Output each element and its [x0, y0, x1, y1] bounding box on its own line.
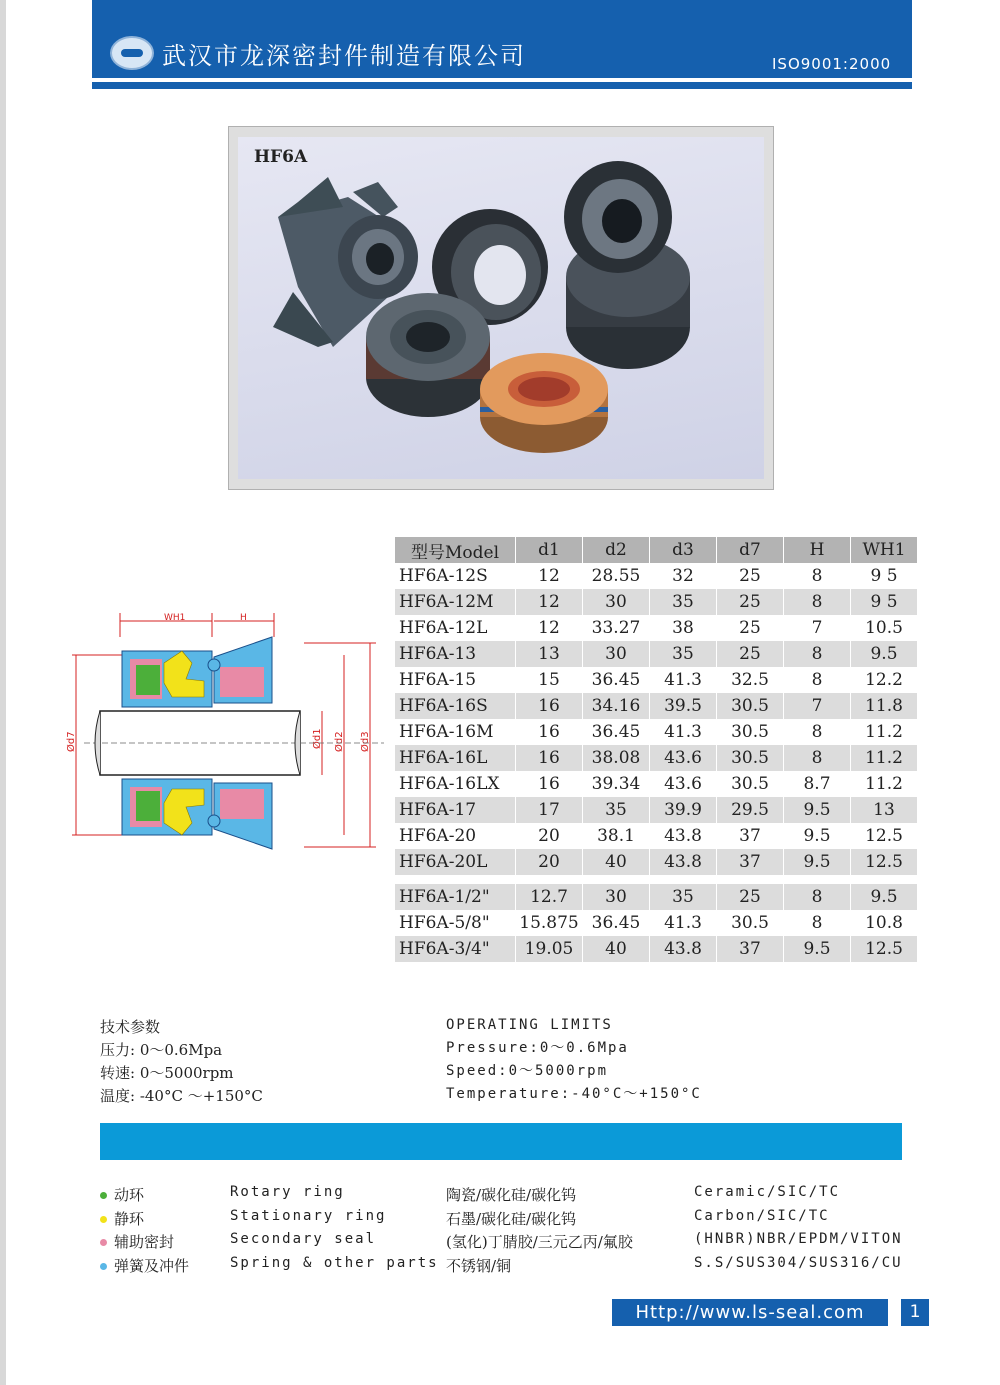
legend-material-en: Carbon/SIC/TC	[694, 1208, 830, 1224]
legend-material-cn: 石墨/碳化硅/碳化钨	[446, 1210, 577, 1228]
ops-title: OPERATING LIMITS	[446, 1017, 613, 1033]
cell-d7: 30.5	[717, 745, 784, 771]
cell-d3: 35	[650, 884, 717, 910]
cell-d3: 35	[650, 589, 717, 615]
cell-h: 8	[784, 745, 851, 771]
col-header-d1: d1	[516, 537, 583, 563]
cell-d3: 38	[650, 615, 717, 641]
legend-material-en: S.S/SUS304/SUS316/CU	[694, 1255, 903, 1271]
legend-cn: 弹簧及冲件	[114, 1257, 190, 1275]
legend-item	[100, 1208, 900, 1231]
cell-d7: 30.5	[717, 910, 784, 936]
cell-d2: 39.34	[583, 771, 650, 797]
cell-d1: 12.7	[516, 884, 583, 910]
cell-h: 8	[784, 667, 851, 693]
cell-h: 8	[784, 641, 851, 667]
cell-d2: 30	[583, 884, 650, 910]
legend-cn: 动环	[114, 1186, 145, 1204]
cell-wh1: 12.2	[851, 667, 918, 693]
legend-material-cn: (氢化)丁腈胶/三元乙丙/氟胶	[446, 1233, 633, 1251]
cell-h: 8	[784, 589, 851, 615]
cell-d1: 16	[516, 745, 583, 771]
legend-en: Stationary ring	[230, 1208, 387, 1224]
cell-d7: 29.5	[717, 797, 784, 823]
green-dot-icon	[100, 1192, 107, 1199]
cell-h: 9.5	[784, 849, 851, 875]
cell-d2: 40	[583, 936, 650, 962]
cell-d7: 25	[717, 884, 784, 910]
cell-model: HF6A-5/8"	[395, 910, 516, 936]
cell-wh1: 10.5	[851, 615, 918, 641]
cell-h: 8	[784, 563, 851, 589]
cell-d3: 43.6	[650, 745, 717, 771]
legend-cn: 静环	[114, 1210, 145, 1228]
cell-model: HF6A-20	[395, 823, 516, 849]
cell-d3: 35	[650, 641, 717, 667]
table-row	[395, 667, 918, 693]
legend-material-cn: 不锈钢/铜	[446, 1257, 512, 1275]
cell-d2: 34.16	[583, 693, 650, 719]
cell-model: HF6A-13	[395, 641, 516, 667]
table-row	[395, 823, 918, 849]
pressure-en: Pressure:0～0.6Mpa	[446, 1040, 629, 1056]
cell-d7: 25	[717, 563, 784, 589]
cell-h: 7	[784, 615, 851, 641]
table-row	[395, 563, 918, 589]
cell-model: HF6A-12M	[395, 589, 516, 615]
d2-dimension-label: Ød2	[334, 731, 345, 752]
cell-d7: 37	[717, 849, 784, 875]
page-edge	[0, 0, 6, 1385]
cell-d2: 36.45	[583, 719, 650, 745]
cell-d2: 36.45	[583, 667, 650, 693]
cell-model: HF6A-15	[395, 667, 516, 693]
cell-wh1: 9.5	[851, 884, 918, 910]
cell-d2: 35	[583, 797, 650, 823]
h-dimension-label: H	[240, 613, 247, 623]
table-header-row	[395, 537, 918, 563]
cell-d1: 12	[516, 615, 583, 641]
cell-wh1: 10.8	[851, 910, 918, 936]
cell-d7: 25	[717, 641, 784, 667]
legend-material-en: Ceramic/SIC/TC	[694, 1184, 841, 1200]
cell-model: HF6A-16LX	[395, 771, 516, 797]
cell-wh1: 11.2	[851, 719, 918, 745]
cell-d7: 37	[717, 823, 784, 849]
copper-seal-icon	[480, 353, 608, 453]
operating-limits-en	[446, 1014, 702, 1106]
cell-d7: 37	[717, 936, 784, 962]
cell-d2: 30	[583, 641, 650, 667]
tech-params-cn	[100, 1016, 263, 1108]
table-row	[395, 719, 918, 745]
temperature-cn: 温度: -40°C ～+150°C	[100, 1087, 263, 1105]
cell-model: HF6A-17	[395, 797, 516, 823]
cell-wh1: 12.5	[851, 849, 918, 875]
cell-wh1: 11.2	[851, 745, 918, 771]
cell-wh1: 11.8	[851, 693, 918, 719]
col-header-model: 型号Model	[395, 537, 516, 563]
cell-d1: 13	[516, 641, 583, 667]
cell-d3: 41.3	[650, 910, 717, 936]
cell-d1: 16	[516, 771, 583, 797]
cell-d1: 16	[516, 719, 583, 745]
d1-dimension-label: Ød1	[312, 728, 323, 749]
cell-model: HF6A-16M	[395, 719, 516, 745]
speed-cn: 转速: 0～5000rpm	[100, 1064, 234, 1082]
cell-wh1: 9 5	[851, 563, 918, 589]
cell-h: 8	[784, 910, 851, 936]
cell-d7: 30.5	[717, 719, 784, 745]
website-link[interactable]: Http://www.ls-seal.com	[612, 1299, 888, 1326]
cell-h: 9.5	[784, 823, 851, 849]
cell-d1: 12	[516, 563, 583, 589]
iso-certification: ISO9001:2000	[772, 55, 892, 73]
table-row	[395, 771, 918, 797]
cell-d2: 36.45	[583, 910, 650, 936]
legend-item	[100, 1231, 903, 1254]
cell-d2: 38.08	[583, 745, 650, 771]
company-logo-icon	[110, 36, 154, 70]
table-row	[395, 849, 918, 875]
table-row	[395, 910, 918, 936]
col-header-d7: d7	[717, 537, 784, 563]
legend-material-en: (HNBR)NBR/EPDM/VITON	[694, 1231, 903, 1247]
cell-wh1: 9.5	[851, 641, 918, 667]
d3-dimension-label: Ød3	[360, 731, 371, 752]
table-spacer	[395, 875, 918, 884]
cell-d2: 33.27	[583, 615, 650, 641]
header-rule	[92, 82, 912, 89]
cell-model: HF6A-16S	[395, 693, 516, 719]
cell-d1: 12	[516, 589, 583, 615]
speed-en: Speed:0～5000rpm	[446, 1063, 609, 1079]
cell-d3: 39.9	[650, 797, 717, 823]
cell-d3: 43.6	[650, 771, 717, 797]
col-header-h: H	[784, 537, 851, 563]
table-row	[395, 589, 918, 615]
cell-d3: 43.8	[650, 823, 717, 849]
cell-d3: 43.8	[650, 936, 717, 962]
front-seal-icon	[366, 293, 490, 417]
product-photo	[238, 137, 764, 479]
legend-en: Rotary ring	[230, 1184, 345, 1200]
lower-seal-section	[122, 779, 272, 849]
legend-cn: 辅助密封	[114, 1233, 175, 1251]
cell-h: 9.5	[784, 936, 851, 962]
table-row	[395, 641, 918, 667]
col-header-d3: d3	[650, 537, 717, 563]
cell-model: HF6A-3/4"	[395, 936, 516, 962]
table-row	[395, 936, 918, 962]
cell-d7: 30.5	[717, 771, 784, 797]
cell-d3: 43.8	[650, 849, 717, 875]
cell-d2: 38.1	[583, 823, 650, 849]
upper-seal-section	[122, 637, 272, 707]
cell-d7: 25	[717, 615, 784, 641]
cell-d1: 15.875	[516, 910, 583, 936]
blue-dot-icon	[100, 1263, 107, 1270]
cell-h: 7	[784, 693, 851, 719]
tech-title-cn: 技术参数	[100, 1018, 161, 1036]
cell-d1: 20	[516, 823, 583, 849]
table-row	[395, 745, 918, 771]
seal-cross-section-drawing	[64, 607, 394, 879]
cell-d7: 32.5	[717, 667, 784, 693]
cell-d1: 20	[516, 849, 583, 875]
cell-model: HF6A-12S	[395, 563, 516, 589]
cell-h: 9.5	[784, 797, 851, 823]
cell-d7: 25	[717, 589, 784, 615]
page-number: 1	[901, 1299, 929, 1326]
cell-model: HF6A-16L	[395, 745, 516, 771]
cell-wh1: 9 5	[851, 589, 918, 615]
cell-wh1: 12.5	[851, 823, 918, 849]
spec-table	[394, 537, 917, 962]
table-row	[395, 884, 918, 910]
cell-d3: 41.3	[650, 667, 717, 693]
table-row	[395, 615, 918, 641]
cell-d3: 39.5	[650, 693, 717, 719]
table-row	[395, 797, 918, 823]
stacked-seal-icon	[564, 161, 690, 369]
cell-d2: 28.55	[583, 563, 650, 589]
cell-wh1: 13	[851, 797, 918, 823]
table-row	[395, 693, 918, 719]
legend-en: Spring & other parts	[230, 1255, 439, 1271]
legend-item	[100, 1184, 900, 1207]
cell-d2: 40	[583, 849, 650, 875]
cell-d3: 41.3	[650, 719, 717, 745]
cell-d1: 15	[516, 667, 583, 693]
product-photo-label: HF6A	[254, 147, 308, 167]
legend-material-cn: 陶瓷/碳化硅/碳化钨	[446, 1186, 577, 1204]
cell-d1: 19.05	[516, 936, 583, 962]
yellow-dot-icon	[100, 1216, 107, 1223]
cell-model: HF6A-1/2"	[395, 884, 516, 910]
cell-wh1: 12.5	[851, 936, 918, 962]
section-band	[100, 1123, 902, 1160]
d7-dimension-label: Ød7	[66, 731, 77, 752]
cell-model: HF6A-12L	[395, 615, 516, 641]
pressure-cn: 压力: 0～0.6Mpa	[100, 1041, 223, 1059]
cell-h: 8	[784, 719, 851, 745]
cell-d1: 17	[516, 797, 583, 823]
seal-products-illustration	[238, 137, 764, 479]
legend-item	[100, 1255, 903, 1278]
cell-h: 8.7	[784, 771, 851, 797]
legend-en: Secondary seal	[230, 1231, 377, 1247]
col-header-d2: d2	[583, 537, 650, 563]
cell-d7: 30.5	[717, 693, 784, 719]
pink-dot-icon	[100, 1239, 107, 1246]
cell-d3: 32	[650, 563, 717, 589]
wh1-dimension-label: WH1	[164, 613, 186, 623]
cell-d1: 16	[516, 693, 583, 719]
cell-h: 8	[784, 884, 851, 910]
temperature-en: Temperature:-40°C～+150°C	[446, 1086, 702, 1102]
cell-d2: 30	[583, 589, 650, 615]
col-header-wh1: WH1	[851, 537, 918, 563]
cell-wh1: 11.2	[851, 771, 918, 797]
cell-model: HF6A-20L	[395, 849, 516, 875]
company-name: 武汉市龙深密封件制造有限公司	[162, 42, 526, 70]
